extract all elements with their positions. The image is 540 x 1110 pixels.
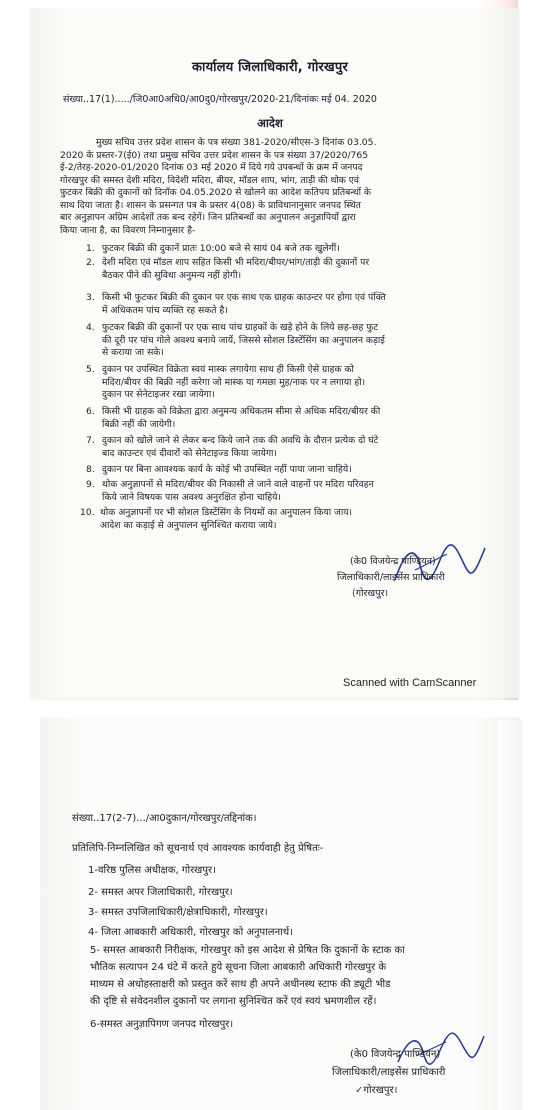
intro-line: ई-2/तेरह-2020-01/2020 दिनांक 03 मई 2020 में दिये गये उपबन्धों के क्रम में जनपद [60, 162, 363, 173]
item-text: से कराया जा सके। [102, 347, 164, 358]
item-text: की दूरी पर पांच गोले अवश्य बनाये जायें, जिससे सोशल डिस्टेंसिंग का अनुपालन कड़ाई [102, 334, 385, 346]
item-text: दुकान को खोले जाने से लेकर बन्द किये जाने तक की अवधि के दौरान प्रत्येक दो घंटे [102, 435, 379, 446]
signatory-place-text: गोरखपुर। [355, 588, 389, 599]
item-text: देशी मदिरा एवं मॉडल शाप सहित किसी भी मदिरा/बीयर/भांग/ताड़ी की दुकानों पर [102, 257, 370, 268]
recipient-6: 6-समस्त अनुज्ञापिगण जनपद गोरखपुर। [90, 1019, 234, 1030]
item-text: किसी भी फुटकर बिक्री की दुकान पर एक साथ एक ग्राहक काउन्टर पर होगा एवं पंक्ति [102, 292, 386, 303]
recipient-4: 4- जिला आबकारी अधिकारी, गोरखपुर को अनुपालनार्थ। [88, 927, 293, 938]
item-text: आदेश का कड़ाई से अनुपालन सुनिश्चित कराया जाये। [100, 519, 277, 531]
camscanner-watermark: Scanned with CamScanner [343, 677, 477, 689]
office-title: कार्यालय जिलाधिकारी, गोरखपुर [192, 60, 348, 75]
item-number: 10. [80, 507, 95, 518]
recipient-3: 3- समस्त उपजिलाधिकारी/क्षेत्राधिकारी, गोरखपुर। [88, 907, 268, 918]
intro-line: किया जाना है, का विवरण निम्नानुसार है- [60, 224, 196, 236]
item-text: बैठकर पीने की सुविधा अनुमन्य नहीं होगी। [102, 269, 242, 281]
item-number: 4. [86, 322, 95, 333]
intro-line: फुटकर बिक्री की दुकानों को दिनॉक 04.05.2020 से खोलने का आदेश कतिपय प्रतिबन्धों के [60, 187, 371, 198]
signatory-designation: जिलाधिकारी/लाइसेंस प्राधिकारी [337, 572, 445, 583]
recipient-5-line: की दृष्टि से संवेदनशील दुकानों पर लगाना सुनिश्चित करें एवं स्वयं भ्रमणशील रहें। [90, 996, 377, 1007]
signatory-place-text-2: गोरखपुर। [363, 1085, 398, 1096]
signatory-place-2 [355, 1082, 397, 1096]
place-mark-2: ✓ [355, 1085, 364, 1096]
intro-line: गोरखपुर की समस्त देशी मदिरा, विदेशी मदिरा, बीयर, मॉडल शाप, भांग, ताड़ी की थोक एवं [60, 174, 359, 186]
copy-reference-line: संख्या..17(2-7).../आ0दुकान/गोरखपुर/तद्दिनांक। [72, 813, 257, 824]
item-text: में अधिकतम पांच व्यक्ति रह सकते है। [102, 304, 228, 316]
signatory-name: (के0 विजयेन्द्र पाण्डियन) [350, 556, 436, 567]
item-number: 6. [86, 406, 95, 417]
recipient-2: 2- समस्त अपर जिलाधिकारी, गोरखपुर। [88, 887, 233, 898]
order-heading: आदेश [257, 116, 283, 130]
item-number: 7. [86, 435, 95, 446]
item-number: 8. [86, 464, 95, 475]
recipient-5 [90, 942, 500, 1010]
place-mark: ( [352, 588, 356, 599]
reference-line: संख्या..17(1)...../जि0आ0अधि0/आ0दु0/गोरखपुर/2020-21/दिनांकः मई 04. 2020 [63, 94, 377, 105]
intro-line: साथ दिया जाता है। शासन के प्रसन्गत पत्र के प्रस्तर 4(08) के प्राविधानानुसार जनपद स्थित [60, 199, 361, 211]
intro-paragraph [60, 137, 494, 237]
recipient-5-line: माध्यम से अधोहस्ताक्षरी को प्रस्तुत करें साथ ही अपने अधीनस्थ स्टाफ की ड्यूटी भीड [90, 979, 391, 990]
page2-edge-shadow [498, 720, 520, 1110]
recipient-5-line: 5- समस्त आबकारी निरीक्षक, गोरखपुर को इस आदेश से प्रेषित कि दुकानों के स्टाक का [90, 945, 405, 956]
intro-line: बार अनुज्ञापन अग्रिम आदेशों तक बन्द रहेगें। जिन प्रतिबन्धों का अनुपालन अनुज्ञापियों द्वारा [60, 212, 356, 223]
item-number: 2. [86, 257, 95, 268]
item-text: दुकान पर बिना आवश्यक कार्य के कोई भी उपस्थित नहीं पाया जाना चाहिये। [102, 464, 352, 475]
signatory-designation-2: जिलाधिकारी/लाइसेंस प्राधिकारी [332, 1067, 446, 1078]
copy-to-line: प्रतिलिपि-निम्नलिखित को सूचनार्थ एवं आवश्यक कार्यवाही हेतु प्रेषितः- [72, 843, 324, 854]
item-text: थोक अनुज्ञापनों पर भी सोशल डिस्टेंसिंग के नियमों का अनुपालन किया जाय। [100, 507, 353, 518]
item-text: बाद काउन्टर एवं दीवारों को सेनेटाइज्ड किया जायेगा। [102, 447, 277, 459]
intro-line: मुख्य सचिव उत्तर प्रदेश शासन के पत्र संख्या 381-2020/सीएस-3 दिनांक 03.05. [96, 137, 377, 148]
item-number: 1. [86, 243, 95, 254]
signatory-place [352, 586, 388, 599]
item-text: मदिरा/बीयर की बिक्री नहीं करेगा जो मास्क या गमछा मुह/नाक पर न लगाया हो। [102, 376, 366, 388]
item-text: दुकान पर सेनेटाइजर रखा जायेगा। [102, 389, 215, 400]
recipient-5-line: भौतिक सत्यापन 24 घंटे में करते हुये सूचना जिला आबकारी अधिकारी गोरखपुर के [90, 962, 387, 973]
item-text: किये जाने विषयक पास अवश्य अनुरक्षित होना चाहिये। [102, 491, 281, 503]
item-text: फुटकर बिक्री की दुकानें प्रातः 10:00 बजे से सायं 04 बजे तक खुलेगीं। [102, 243, 340, 254]
item-text: फुटकर बिक्री की दुकानों पर एक साथ पांच ग्राहकों के खड़े होने के लिये छह-छह फुट [102, 322, 379, 333]
item-text: दुकान पर उपस्थित विक्रेता स्वयं मास्क लगायेगा साथ ही किसी ऐसे ग्राहक को [102, 364, 354, 375]
item-text: बिक्री नहीं की जायेगी। [102, 418, 176, 430]
item-number: 9. [86, 479, 95, 490]
item-text: किसी भी ग्राहक को विक्रेता द्वारा अनुमन्य अधिकतम सीमा से अधिक मदिरा/बीयर की [102, 406, 381, 417]
item-text: थोक अनुज्ञापनों से मदिरा/बीयर की निकासी ले जाने वाले वाहनों पर मदिरा परिवहन [102, 479, 374, 490]
item-number: 3. [86, 292, 95, 303]
signatory-name-2: (के0 विजयेन्द्र पाण्डियन) [350, 1049, 441, 1060]
recipient-1: 1-वरिष्ठ पुलिस अधीक्षक, गोरखपुर। [88, 865, 216, 876]
intro-line: 2020 के प्रस्तर-7(ई0) तथा प्रमुख सचिव उत्तर प्रदेश शासन के पत्र संख्या 37/2020/765 [60, 149, 369, 161]
restrictions-list [80, 243, 496, 543]
item-number: 5. [86, 364, 95, 375]
